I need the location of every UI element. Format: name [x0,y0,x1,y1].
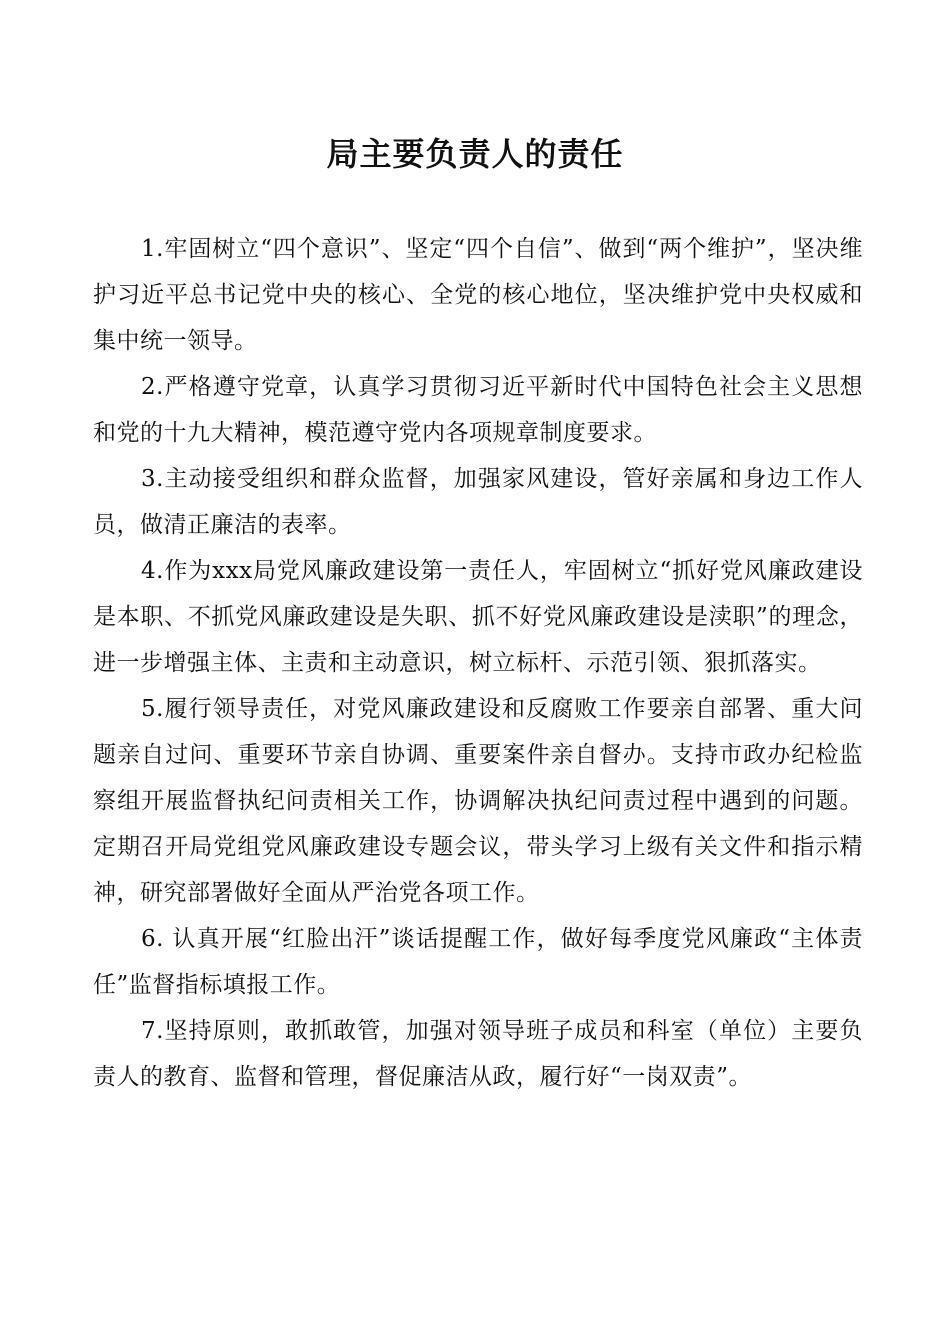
paragraph-4: 4.作为xxx局党风廉政建设第一责任人，牢固树立“抓好党风廉政建设是本职、不抓党风廉政建设是失职、抓不好党风廉政建设是渎职”的理念，进一步增强主体、主责和主动意识，树立标杆、示范引领、狠抓落实。 [93,558,863,676]
document-title: 局主要负责人的责任 [326,135,624,173]
paragraph-6: 6. 认真开展“红脸出汗”谈话提醒工作，做好每季度党风廉政“主体责任”监督指标填报工作。 [93,926,863,998]
paragraph-5: 5.履行领导责任，对党风廉政建设和反腐败工作要亲自部署、重大问题亲自过问、重要环节亲自协调、重要案件亲自督办。支持市政办纪检监察组开展监督执纪问责相关工作，协调解决执纪问责过程中遇到的问题。定期召开局党组党风廉政建设专题会议，带头学习上级有关文件和指示精神，研究部署做好全面从严治党各项工作。 [93,696,863,906]
paragraph-7: 7.坚持原则，敢抓敢管，加强对领导班子成员和科室（单位）主要负责人的教育、监督和管理，督促廉洁从政，履行好“一岗双责”。 [93,1018,863,1090]
document-body [93,226,863,1100]
paragraph-2: 2.严格遵守党章，认真学习贯彻习近平新时代中国特色社会主义思想和党的十九大精神，模范遵守党内各项规章制度要求。 [93,374,863,446]
paragraph-3: 3.主动接受组织和群众监督，加强家风建设，管好亲属和身边工作人员，做清正廉洁的表率。 [93,466,863,538]
paragraph-1: 1.牢固树立“四个意识”、坚定“四个自信”、做到“两个维护”，坚决维护习近平总书记党中央的核心、全党的核心地位，坚决维护党中央权威和 集中统一领导。 [93,236,863,354]
